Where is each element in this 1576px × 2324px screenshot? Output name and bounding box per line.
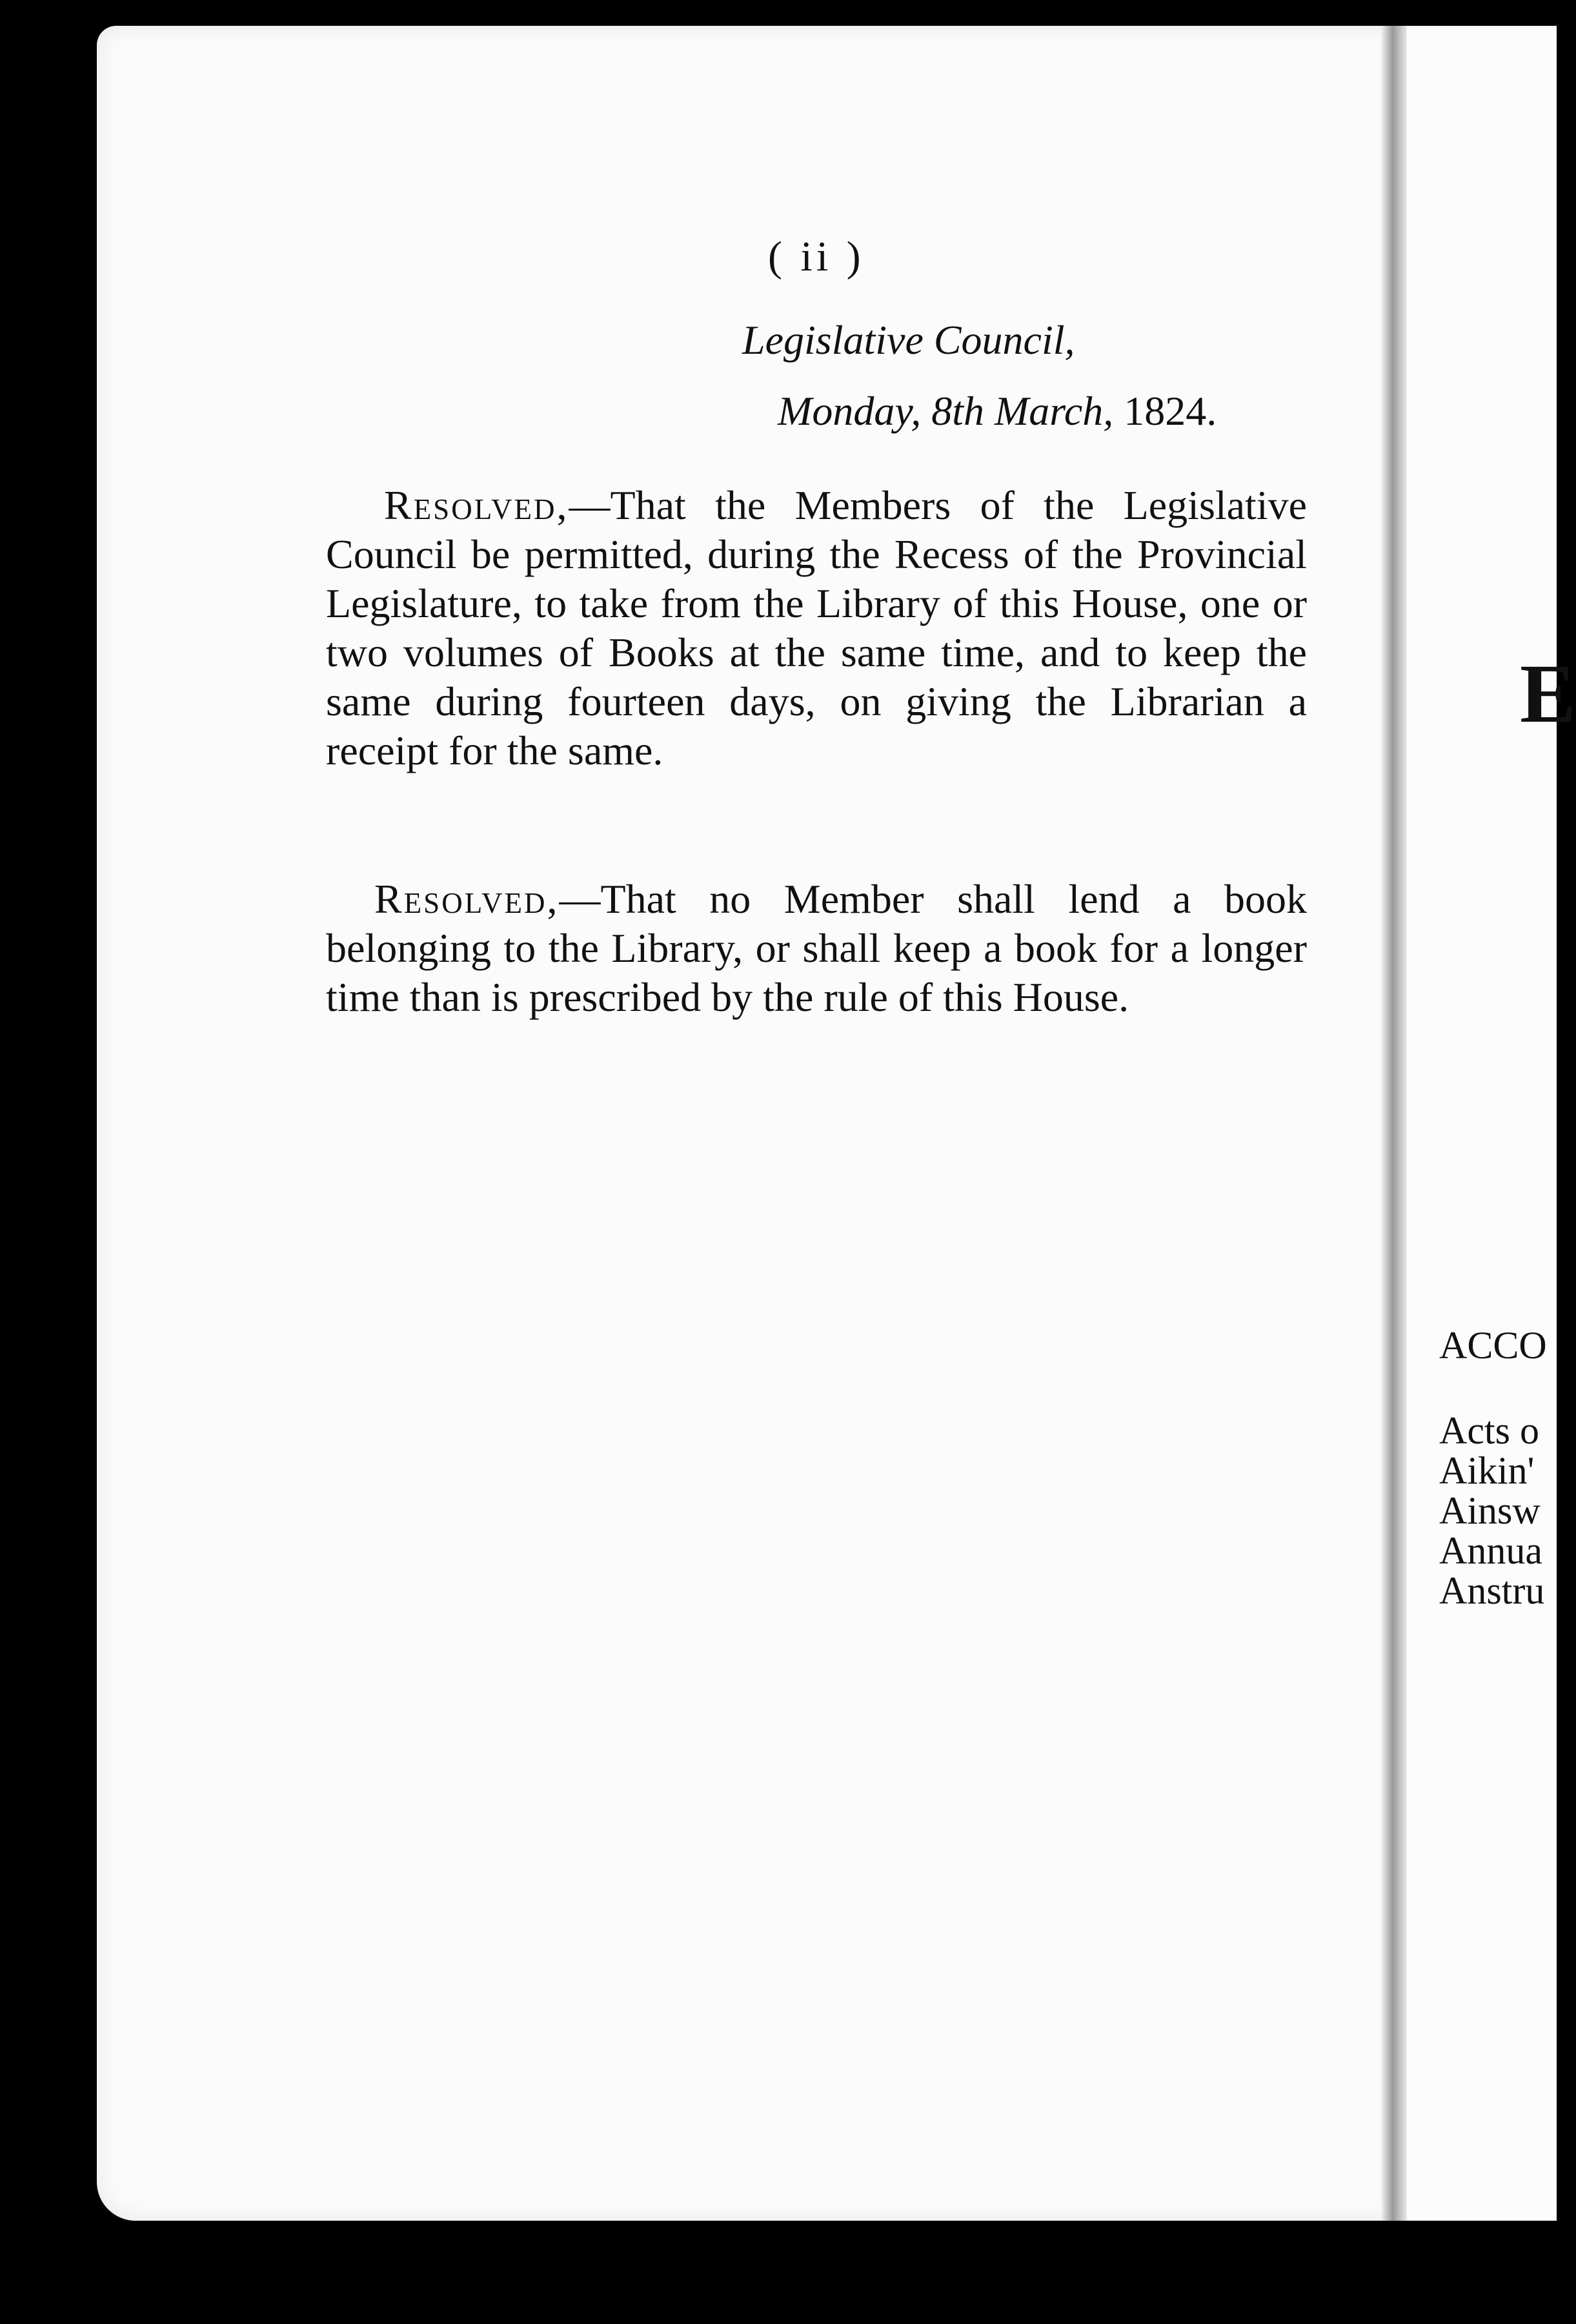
header-year: 1824. <box>1124 388 1217 434</box>
resolution-2-body: —That no Member shall lend a book belonging to the Library, or shall keep a book for a longer time than is prescribed by the rule of this House. <box>326 876 1307 1020</box>
header-line-2 <box>778 387 1217 435</box>
right-page-entry: Ainsw <box>1439 1489 1541 1532</box>
resolution-1 <box>326 481 1307 775</box>
right-page-heading: ACCO <box>1439 1324 1547 1367</box>
right-page-entry: Anstru <box>1439 1569 1545 1612</box>
right-page-entries <box>1439 1411 1544 1611</box>
resolution-2-lead: Resolved, <box>374 876 560 922</box>
resolution-2 <box>326 875 1307 1022</box>
right-page-big-letter: E <box>1520 647 1576 740</box>
resolution-1-body: —That the Members of the Legislative Council be permitted, during the Recess of the Provincial Legislature, to take from the Library of this House, one or two volumes of Books at the same time, and to keep the same during fourteen days, on giving the Librarian a receipt for the same. <box>326 482 1307 773</box>
header-date: Monday, 8th March, <box>778 388 1114 434</box>
page-number: ( ii ) <box>768 233 865 280</box>
book-gutter <box>1381 26 1407 2221</box>
right-page <box>1407 26 1557 2221</box>
resolution-1-lead: Resolved, <box>384 482 569 528</box>
header-line-1: Legislative Council, <box>742 317 1075 363</box>
right-page-entry: Acts o <box>1439 1409 1539 1452</box>
right-page-entry: Annua <box>1439 1529 1542 1572</box>
right-page-entry: Aikin' <box>1439 1449 1535 1492</box>
